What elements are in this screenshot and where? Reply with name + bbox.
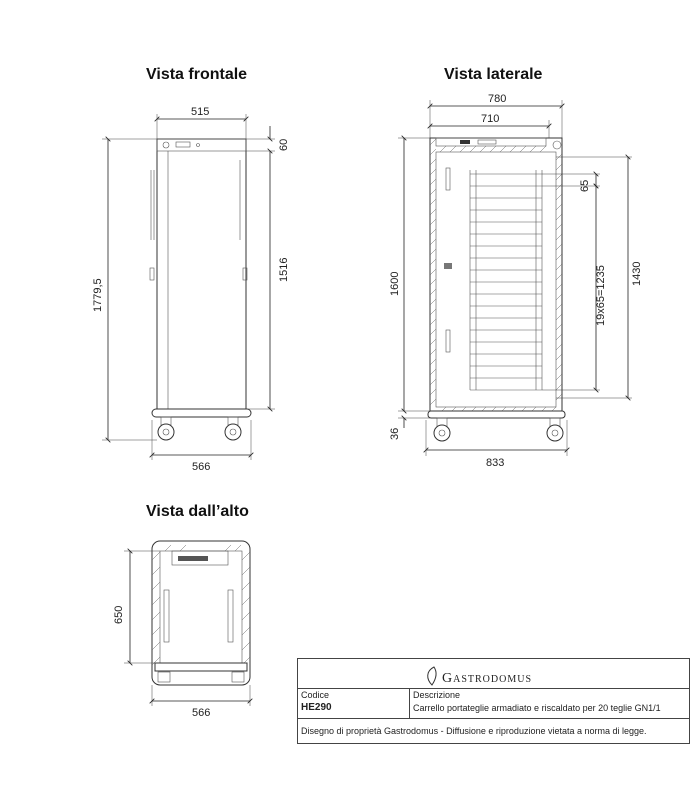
dim-front-width-bottom: 566	[192, 461, 211, 473]
side-view-title: Vista laterale	[444, 66, 543, 83]
front-view	[92, 106, 290, 473]
top-view-title: Vista dall’alto	[146, 503, 249, 520]
dim-side-pitch: 65	[579, 179, 591, 192]
side-wheels	[434, 418, 563, 441]
dim-side-total-depth: 833	[486, 457, 505, 469]
dim-side-rails: 19x65=1235	[595, 265, 607, 326]
top-view	[113, 541, 250, 719]
codice-value: HE290	[301, 702, 332, 713]
dim-front-total-height: 1779,5	[92, 278, 104, 312]
dim-side-depth-outer: 780	[488, 93, 507, 105]
brand-logo	[422, 665, 562, 687]
dim-front-top-panel: 60	[278, 138, 290, 151]
dim-top-depth: 650	[113, 605, 125, 624]
dim-side-depth-inner: 710	[481, 113, 500, 125]
footer-text: Disegno di proprietà Gastrodomus - Diffusione e riproduzione vietata a norma di legge.	[301, 726, 647, 736]
dim-front-door-height: 1516	[278, 257, 290, 282]
codice-label: Codice	[301, 690, 330, 700]
dim-front-width-top: 515	[191, 106, 210, 118]
brand-name: Gastrodomus	[442, 671, 533, 686]
dim-side-wheels: 36	[389, 427, 401, 440]
dim-side-body-height: 1600	[389, 271, 401, 296]
side-view	[389, 93, 643, 469]
front-cabinet	[157, 139, 246, 411]
leaf-icon	[422, 665, 442, 687]
front-wheels	[158, 417, 241, 440]
descrizione-label: Descrizione	[413, 690, 461, 700]
front-view-title: Vista frontale	[146, 66, 248, 83]
dim-top-width: 566	[192, 707, 211, 719]
title-block	[297, 658, 690, 744]
dim-side-interior-height: 1430	[631, 261, 643, 286]
descrizione-value: Carrello portateglie armadiato e riscaldato per 20 teglie GN1/1	[413, 703, 661, 713]
